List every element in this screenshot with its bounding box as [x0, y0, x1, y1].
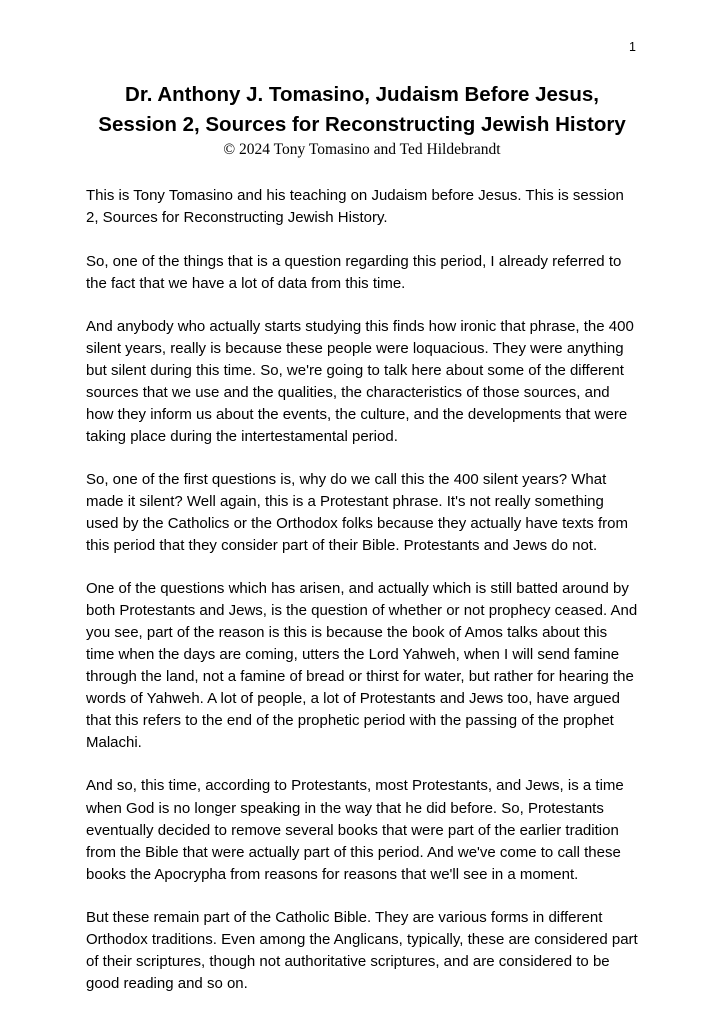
paragraph: So, one of the first questions is, why do we call this the 400 silent years? What made it silent? Well again, this is a Protestant phrase. It's not really something used by the Catholics or the Orthodox folks because they actually have texts from this period that they consider part of their Bible. Protestants and Jews do not.	[86, 470, 628, 555]
paragraph: One of the questions which has arisen, and actually which is still batted around by both Protestants and Jews, is the question of whether or not prophecy ceased. And you see, part of the reason is this is because the book of Amos talks about this time when the days are coming, utters the Lord Yahweh, when I will send famine through the land, not a famine of bread or thirst for water, but rather for hearing the words of Yahweh. A lot of people, a lot of Protestants and Jews too, have argued that this refers to the end of the prophetic period with the passing of the prophet Malachi.	[86, 580, 638, 752]
document-body	[86, 185, 638, 994]
paragraph: And anybody who actually starts studying this finds how ironic that phrase, the 400 silent years, really is because these people were loquacious. They were anything but silent during this time. So, we're going to talk here about some of the different sources that we use and the qualities, the characteristics of those sources, and how they inform us about the events, the culture, and the developments that were taking place during the intertestamental period.	[86, 317, 634, 445]
paragraph: This is Tony Tomasino and his teaching on Judaism before Jesus. This is session 2, Sources for Reconstructing Jewish History.	[86, 187, 624, 227]
document-title: Dr. Anthony J. Tomasino, Judaism Before Jesus, Session 2, Sources for Reconstructing Jewish History	[98, 83, 626, 136]
title-block	[86, 80, 638, 159]
paragraph: And so, this time, according to Protestants, most Protestants, and Jews, is a time when God is no longer speaking in the way that he did before. So, Protestants eventually decided to remove several books that were part of the earlier tradition from the Bible that were actually part of this period. And we've come to call these books the Apocrypha from reasons for reasons that we'll see in a moment.	[86, 777, 624, 883]
paragraph: But these remain part of the Catholic Bible. They are various forms in different Orthodox traditions. Even among the Anglicans, typically, these are considered part of their scriptures, though not authoritative scriptures, and are considered to be good reading and so on.	[86, 908, 638, 992]
page-number: 1	[629, 40, 636, 54]
copyright-line: © 2024 Tony Tomasino and Ted Hildebrandt	[223, 141, 501, 159]
paragraph: So, one of the things that is a question regarding this period, I already referred to the fact that we have a lot of data from this time.	[86, 252, 622, 292]
